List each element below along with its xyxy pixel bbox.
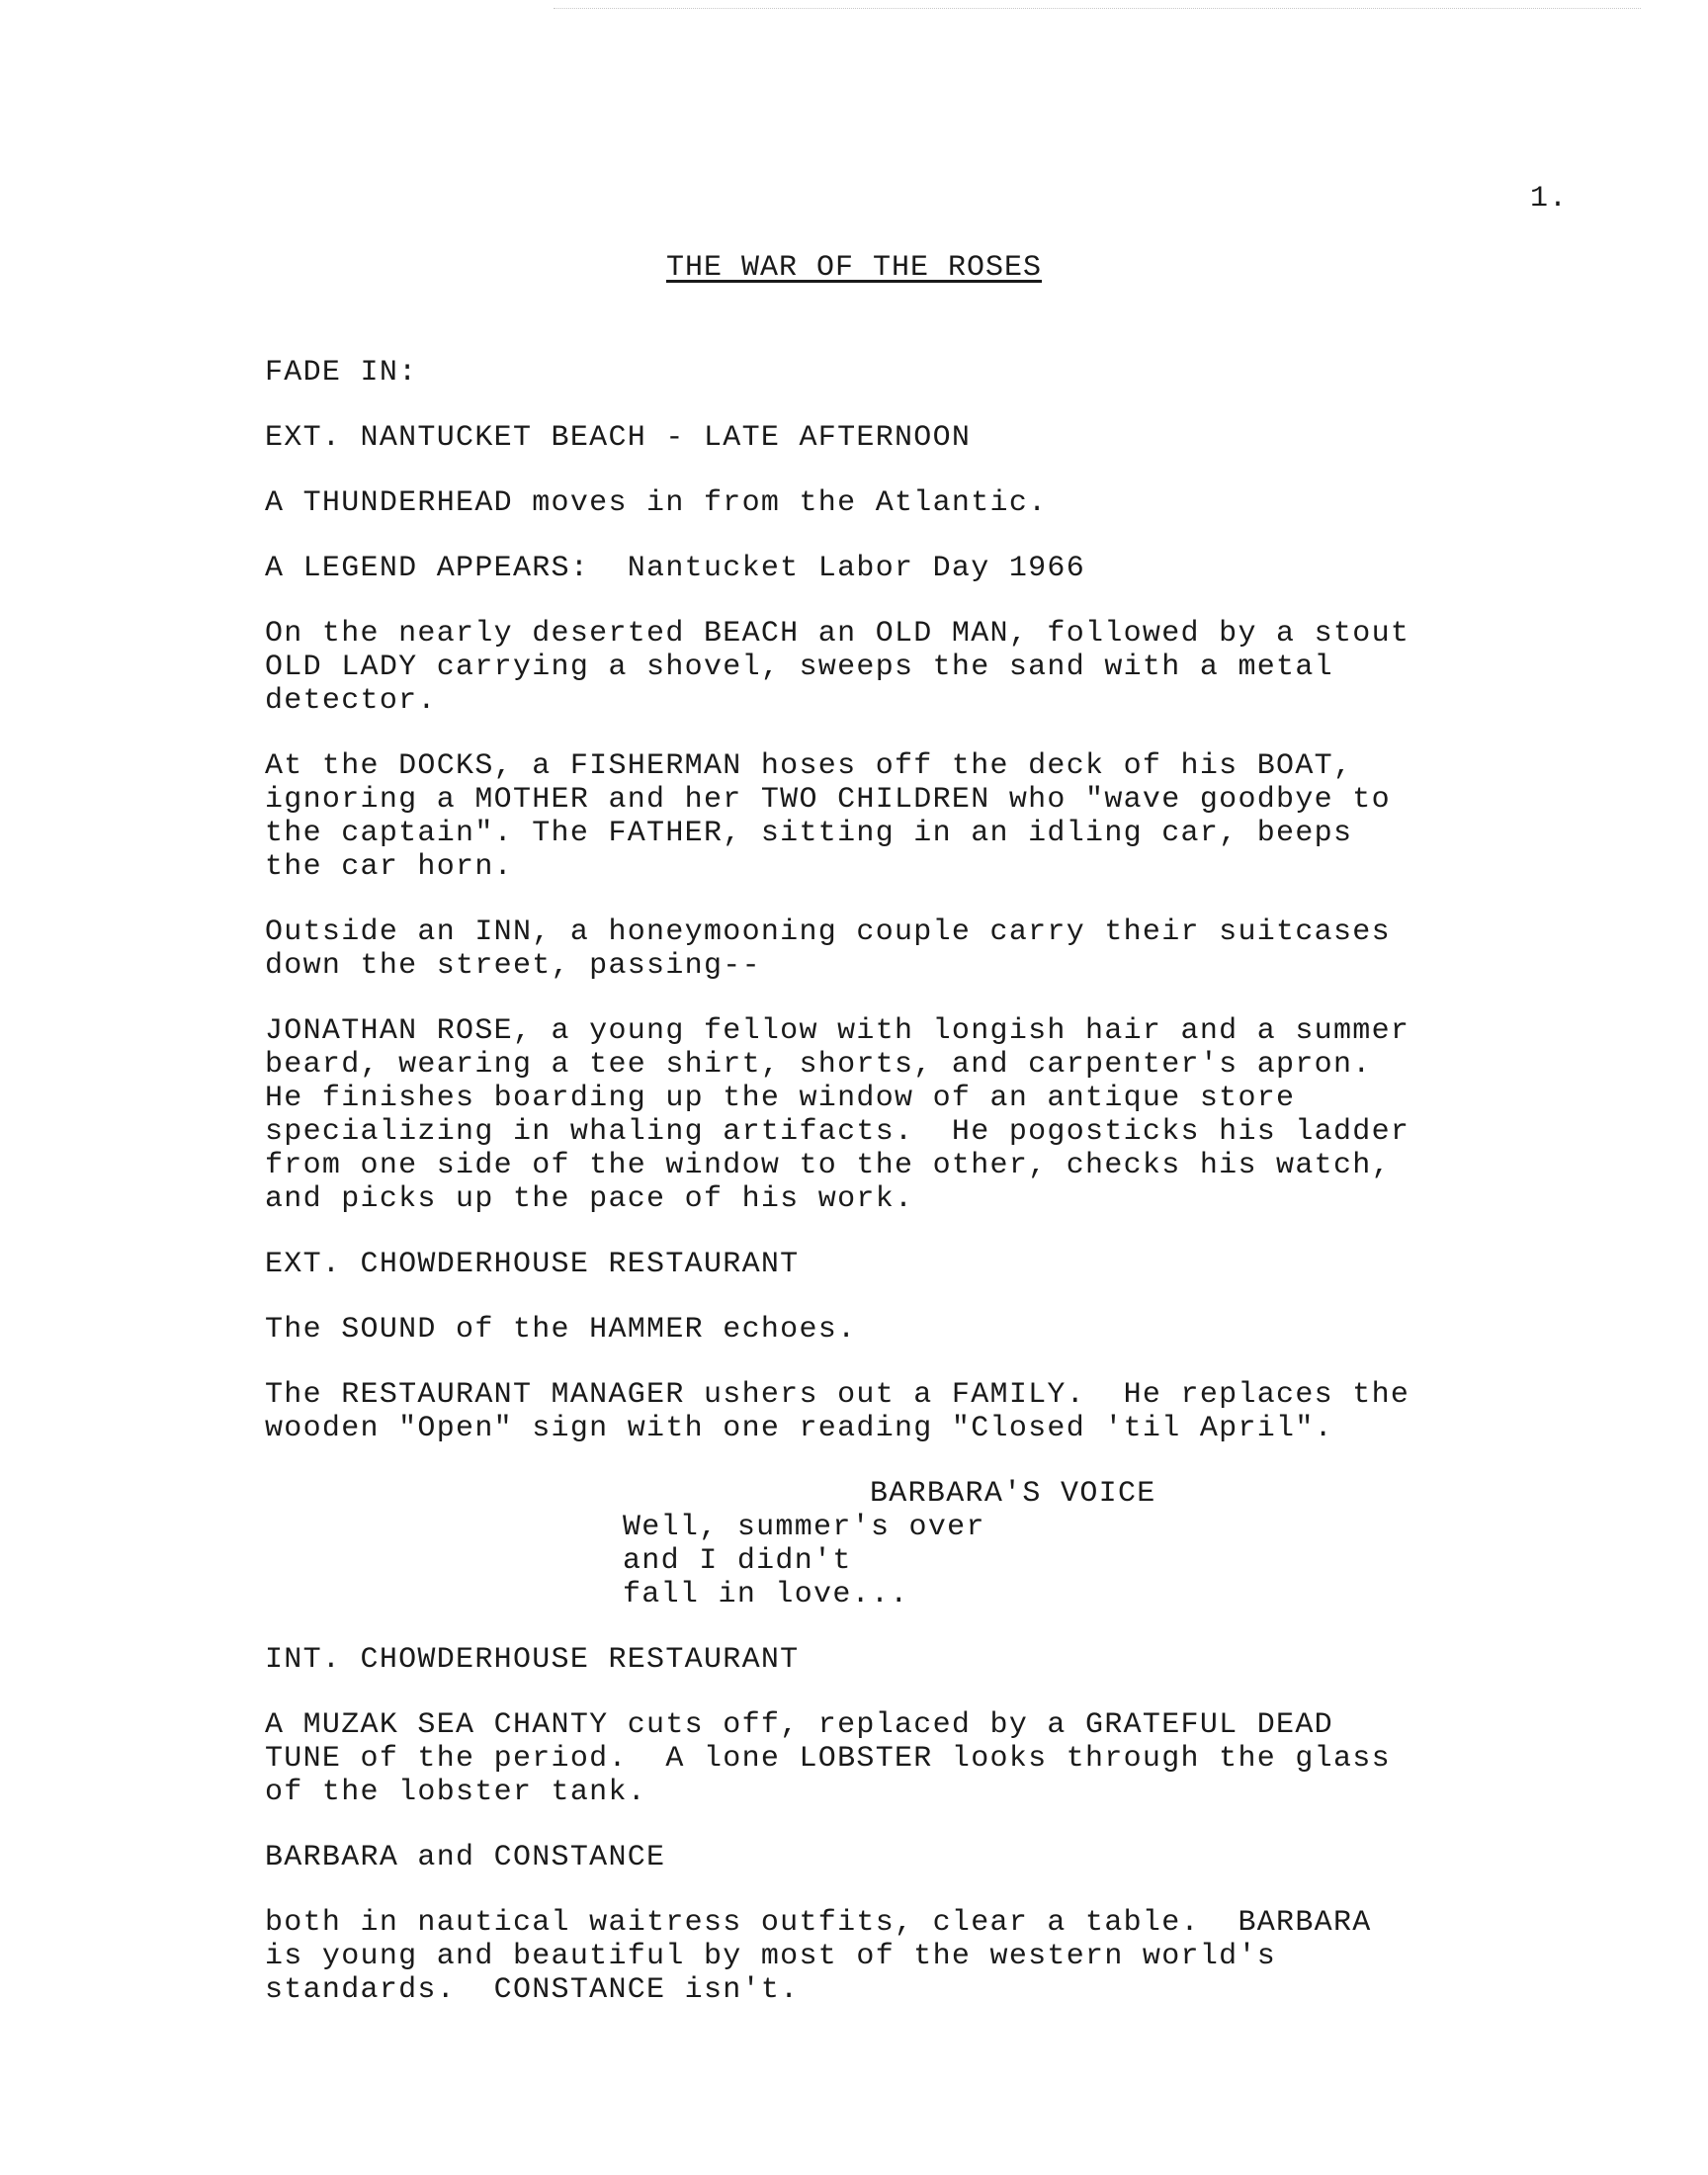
action-paragraph: On the nearly deserted BEACH an OLD MAN, followed by a stout OLD LADY carrying a shovel, sweeps the sand with a metal detector. xyxy=(265,617,1410,718)
action-paragraph: A MUZAK SEA CHANTY cuts off, replaced by a GRATEFUL DEAD TUNE of the period. A lone LOBSTER looks through the glass of the lobster tank. xyxy=(265,1708,1391,1809)
action-paragraph: A LEGEND APPEARS: Nantucket Labor Day 1966 xyxy=(265,552,1086,585)
page-number: 1. xyxy=(1530,182,1569,216)
action-paragraph: At the DOCKS, a FISHERMAN hoses off the deck of his BOAT, ignoring a MOTHER and her TWO CHILDREN who "wave goodbye to the captain". The FATHER, sitting in an idling car, beeps the car horn. xyxy=(265,749,1391,884)
scene-heading: EXT. NANTUCKET BEACH - LATE AFTERNOON xyxy=(265,421,972,455)
action-paragraph: The RESTAURANT MANAGER ushers out a FAMILY. He replaces the wooden "Open" sign with one reading "Closed 'til April". xyxy=(265,1378,1410,1445)
dialogue-block xyxy=(265,1477,1550,1611)
character-name: BARBARA'S VOICE xyxy=(870,1477,1156,1511)
scan-artifact-line xyxy=(554,8,1641,9)
screenplay-title xyxy=(0,251,1708,285)
title-text: THE WAR OF THE ROSES xyxy=(665,251,1043,285)
script-body xyxy=(265,356,1550,2039)
scene-heading: INT. CHOWDERHOUSE RESTAURANT xyxy=(265,1643,800,1677)
action-paragraph: A THUNDERHEAD moves in from the Atlantic. xyxy=(265,486,1048,520)
action-paragraph: BARBARA and CONSTANCE xyxy=(265,1841,666,1874)
action-paragraph: Outside an INN, a honeymooning couple carry their suitcases down the street, passing-- xyxy=(265,915,1391,983)
action-paragraph: both in nautical waitress outfits, clear a table. BARBARA is young and beautiful by most of the western world's standards. CONSTANCE isn't. xyxy=(265,1906,1372,2007)
action-paragraph: The SOUND of the HAMMER echoes. xyxy=(265,1313,857,1347)
scene-heading: EXT. CHOWDERHOUSE RESTAURANT xyxy=(265,1248,800,1281)
action-paragraph: JONATHAN ROSE, a young fellow with longish hair and a summer beard, wearing a tee shirt, shorts, and carpenter's apron. He finishes boarding up the window of an antique store specializing in whaling artifacts. He pogosticks his ladder from one side of the window to the other, checks his watch, and picks up the pace of his work. xyxy=(265,1014,1410,1216)
transition-fade-in: FADE IN: xyxy=(265,356,418,390)
dialogue-line: Well, summer's over and I didn't fall in love... xyxy=(623,1511,985,1611)
